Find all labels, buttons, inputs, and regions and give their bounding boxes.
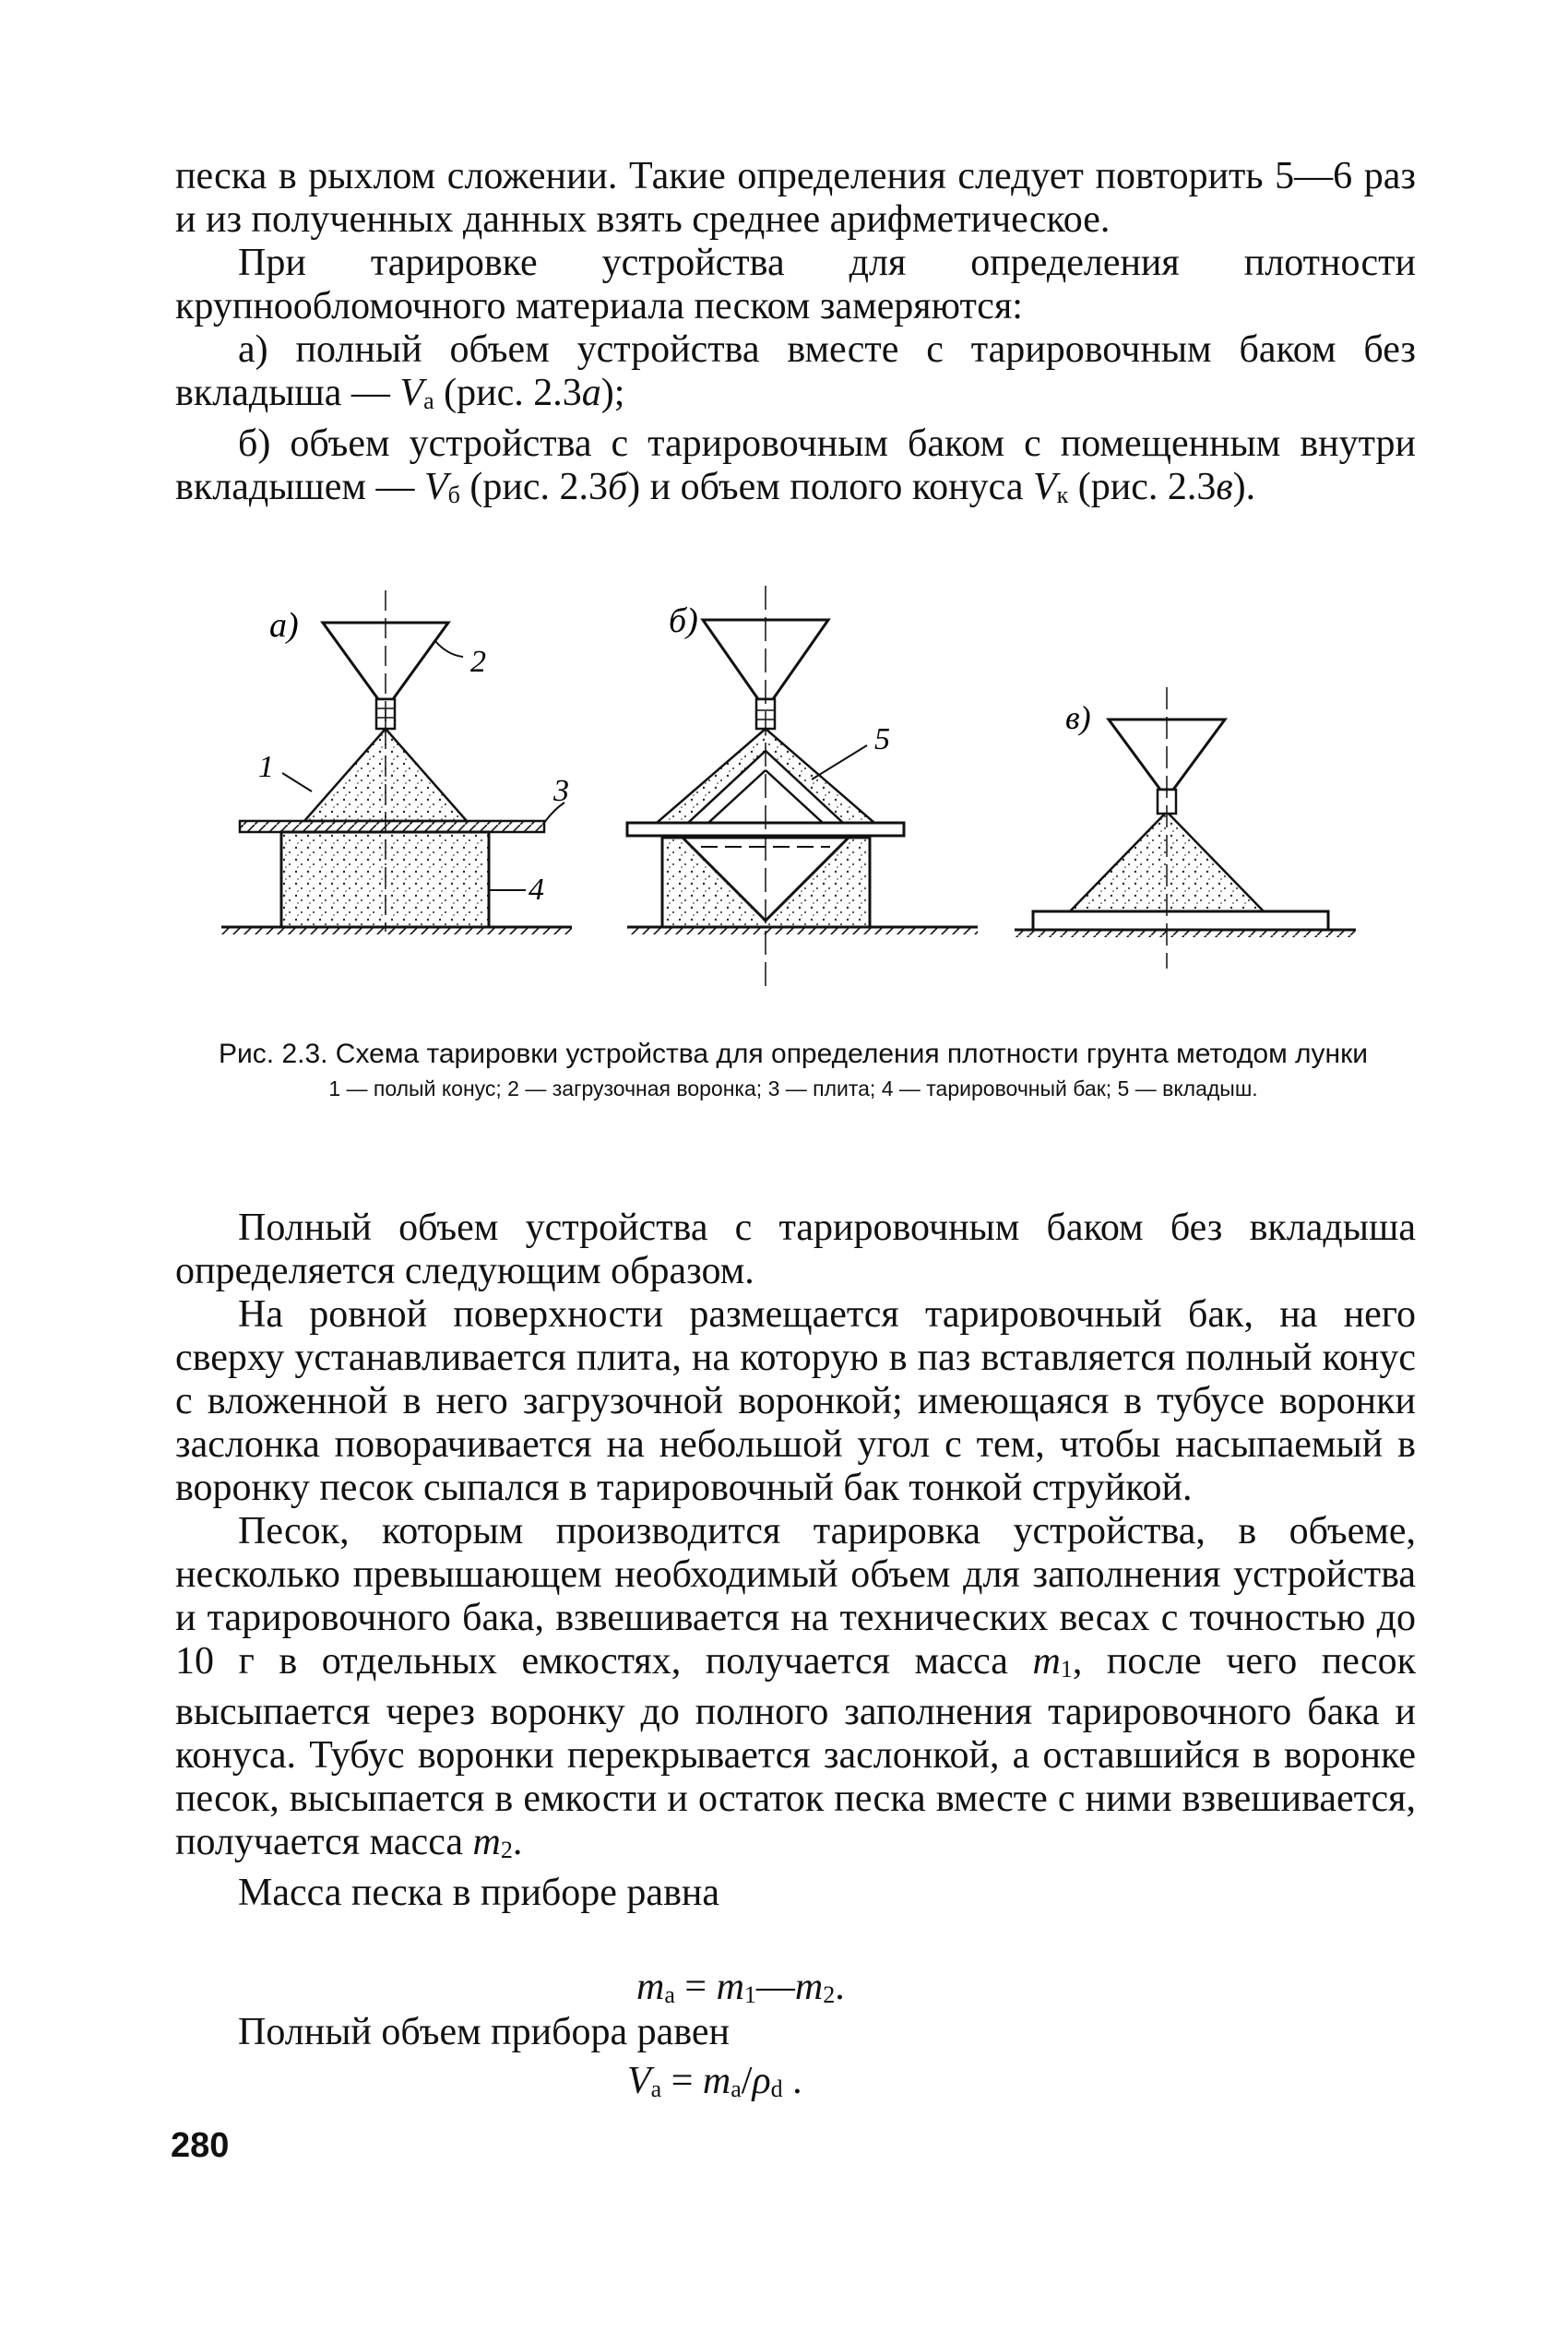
caption-legend: 1 — полый конус; 2 — загрузочная воронка; 3 — плита; 4 — тарировочный бак; 5 — вкладыш. [328,1076,1258,1100]
paragraph-4 [175,422,1416,517]
panel-b [627,586,978,987]
paragraph-3 [175,328,1416,422]
intro-text [175,155,1416,517]
formula-mass: mа = m1—m2. [636,1966,845,2008]
paragraph-7 [175,1510,1416,1872]
p3-ref: (рис. 2.3 [434,372,582,414]
var-m-sub: 2 [500,1837,513,1863]
figure-caption [212,1038,1374,1102]
p3-ref-letter: а [581,372,601,414]
var-m: m [1032,1640,1061,1683]
p3-end: ); [600,372,625,414]
label-2: 2 [470,645,486,679]
panel-c [1015,687,1356,969]
var-v-sub: а [423,387,434,414]
label-5: 5 [874,722,890,756]
formula-volume: Vа = mа/ρd . [627,2060,802,2102]
page-number: 280 [171,2126,230,2165]
p4-end: ). [1232,466,1256,508]
label-3: 3 [553,774,569,808]
label-1: 1 [258,750,274,784]
var-m-sub: 1 [1060,1656,1073,1683]
var-v: V [1032,466,1057,508]
plate [1033,911,1328,930]
p4-ref2: (рис. 2.3 [1068,466,1217,508]
panel-b-label: б) [669,601,698,640]
p4-text: б) объем устройства с тарировочным баком с помещенным внутри вкладышем — [175,422,1416,508]
p4-mid: (рис. 2.3 [459,466,608,508]
paragraph-9: Полный объем прибора равен [238,2011,730,2053]
var-v: V [424,466,448,508]
plate [240,821,544,832]
paragraph-8: Масса песка в приборе равна [238,1872,720,1914]
paragraph-6: На ровной поверхности размещается тарировочный бак, на него сверху устанавливается плита, на которую в паз вставляется полный конус с вложенной в него загрузочной воронкой; имеющаяся в тубусе воронки заслонка поворачивается на небольшой угол с тем, чтобы насыпаемый в воронку песок сыпался в тарировочный бак тонкой струйкой. [175,1293,1416,1509]
paragraph-2: При тарировке устройства для определения плотности крупнообломочного материала песком замеряются: [175,242,1416,327]
var-v-sub: б [447,482,460,508]
panel-a-label: а) [269,606,299,645]
panel-c-label: в) [1065,699,1091,736]
p7-text-b: , после чего песок высыпается через воронку до полного заполнения тарировочного бака и конуса. Тубус воронки перекрывается заслонкой, а оставшийся в воронке песок, высыпается в емкости и остаток песка вместе с ними взвешивается, получается масса [175,1640,1416,1863]
label-4: 4 [529,873,544,907]
p4-ref-letter: б [608,466,628,508]
panel-a [221,590,572,934]
paragraph-1: песка в рыхлом сложении. Такие определения следует повторить 5—6 раз и из полученных данных взять среднее арифметическое. [175,155,1416,241]
figure-2-3-diagram [221,581,1384,1033]
var-m: m [472,1821,501,1863]
var-v: V [399,372,424,414]
p7-end: . [512,1821,523,1863]
p4-ref2-letter: в [1216,466,1233,508]
caption-title: Рис. 2.3. Схема тарировки устройства для определения плотности грунта методом лунки [219,1039,1368,1069]
body-text [175,1207,1416,1915]
p4-mid2: ) и объем полого конуса [627,466,1033,508]
paragraph-5: Полный объем устройства с тарировочным баком без вкладыша определяется следующим образом. [175,1207,1416,1292]
p3-text: а) полный объем устройства вместе с тарировочным баком без вкладыша — [175,328,1416,414]
var-v-sub: к [1056,482,1069,508]
p7-text-a: Песок, которым производится тарировка устройства, в объеме, несколько превышающем необходимый объем для заполнения устройства и тарировочного бака, взвешивается на технических весах с точностью до 10 г в отдельных емкостях, получается масса [175,1510,1416,1683]
